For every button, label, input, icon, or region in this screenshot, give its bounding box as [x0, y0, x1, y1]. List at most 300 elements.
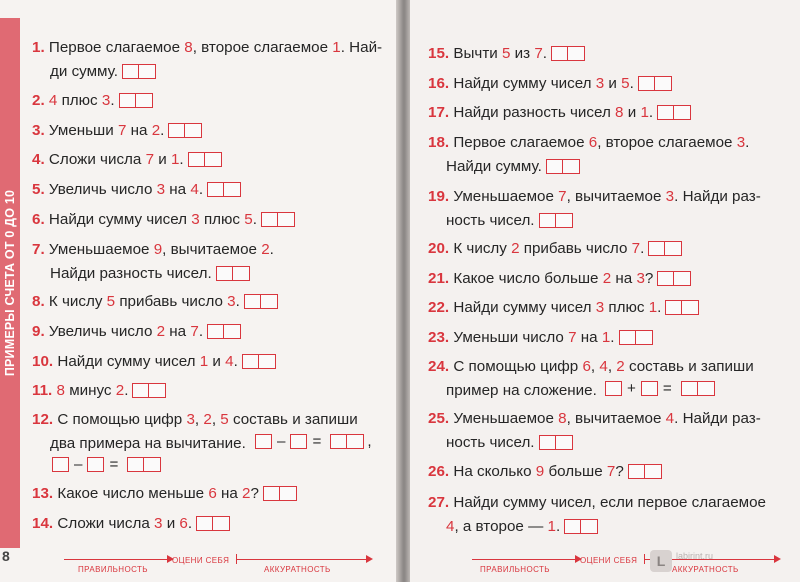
highlighted-number: 2 — [261, 241, 270, 258]
minus-sign: – — [74, 456, 83, 473]
watermark-text: labirint.ru — [676, 551, 714, 561]
problem-text: . — [252, 211, 257, 228]
problem-text: и — [154, 151, 171, 168]
problem-text: ность чисел. — [446, 434, 535, 451]
problem-line — [32, 381, 166, 400]
highlighted-number: 4 — [446, 518, 455, 535]
problem-text: и — [604, 75, 622, 92]
answer-cell-ones[interactable] — [682, 300, 699, 315]
answer-box[interactable] — [665, 300, 699, 315]
problem-number: 10. — [32, 353, 54, 370]
answer-cell-tens[interactable] — [546, 159, 563, 174]
problem-number: 17. — [428, 104, 450, 121]
problem-number: 4. — [32, 151, 45, 168]
answer-cell-ones[interactable] — [636, 330, 653, 345]
problem-number: 18. — [428, 134, 450, 151]
problem-text: Уменьшаемое — [453, 410, 559, 427]
problem-text: , вычитаемое — [566, 410, 666, 427]
rate-yourself-label: ОЦЕНИ СЕБЯ — [580, 556, 638, 565]
problem-text: . Найди раз- — [674, 188, 761, 205]
highlighted-number: 8 — [558, 410, 567, 427]
problem-text: . — [198, 323, 204, 340]
highlighted-number: 4 — [48, 92, 58, 109]
answer-cell-tens[interactable] — [207, 324, 224, 339]
left-self-assessment — [64, 553, 374, 579]
answer-cell-ones[interactable] — [185, 123, 202, 138]
problem-text: на — [576, 329, 602, 346]
equals-sign: = — [662, 380, 672, 397]
problem-text: . — [124, 382, 129, 399]
answer-cell-tens[interactable] — [244, 294, 261, 309]
problem-line — [32, 292, 278, 311]
problem-text: плюс — [57, 92, 102, 109]
highlighted-number: 7 — [631, 240, 641, 257]
plus-sign: + — [627, 380, 636, 397]
problem-line — [428, 357, 754, 376]
answer-cell-tens[interactable] — [619, 330, 636, 345]
problem-number: 23. — [428, 329, 450, 346]
highlighted-number: 6 — [208, 485, 217, 502]
answer-box[interactable] — [207, 324, 241, 339]
problem-text: . — [187, 515, 193, 532]
problem-text: , вычитаемое — [566, 188, 666, 205]
highlighted-number: 5 — [621, 75, 630, 92]
problem-text: Первое слагаемое — [48, 39, 185, 56]
accuracy-label: ПРАВИЛЬНОСТЬ — [78, 565, 148, 574]
problem-number: 27. — [428, 494, 450, 511]
problem-line — [428, 493, 766, 512]
highlighted-number: 2 — [151, 122, 161, 139]
highlighted-number: 8 — [615, 104, 624, 121]
highlighted-number: 2 — [602, 270, 612, 287]
problem-line — [50, 264, 250, 283]
answer-box[interactable] — [619, 330, 653, 345]
problem-line — [32, 240, 274, 259]
highlighted-number: 2 — [511, 240, 520, 257]
answer-cell-ones[interactable] — [280, 486, 297, 501]
problem-line — [32, 150, 222, 169]
addition-equation — [605, 380, 715, 397]
answer-cell-tens[interactable] — [628, 464, 645, 479]
answer-cell-ones[interactable] — [224, 182, 241, 197]
answer-box[interactable] — [127, 457, 161, 472]
problem-line — [428, 298, 699, 317]
answer-box[interactable] — [657, 271, 691, 286]
problem-number: 15. — [428, 45, 450, 62]
answer-cell-tens[interactable] — [242, 354, 259, 369]
problem-text: на — [216, 485, 243, 502]
problem-text: , второе слагаемое — [597, 134, 737, 151]
problem-text: ? — [615, 463, 624, 480]
problem-text: Уменьши — [48, 122, 118, 139]
problem-text: Найди сумму чисел — [453, 299, 596, 316]
answer-cell-ones[interactable] — [556, 435, 573, 450]
answer-cell-ones[interactable] — [556, 213, 573, 228]
highlighted-number: 2 — [156, 323, 166, 340]
highlighted-number: 5 — [220, 411, 229, 428]
problem-text: Найди разность чисел. — [50, 265, 212, 282]
problem-line — [446, 433, 573, 452]
highlighted-number: 1 — [601, 329, 611, 346]
problem-line — [428, 44, 585, 63]
problem-line — [428, 239, 682, 258]
neatness-label: АККУРАТНОСТЬ — [264, 565, 331, 574]
neatness-label: АККУРАТНОСТЬ — [672, 565, 739, 574]
problem-line — [50, 62, 156, 81]
answer-box[interactable] — [119, 93, 153, 108]
problem-text: , — [211, 411, 221, 428]
problem-text: Найди сумму чисел — [48, 211, 192, 228]
highlighted-number: 7 — [568, 329, 577, 346]
problem-text: К числу — [48, 293, 107, 310]
answer-cell-ones[interactable] — [233, 266, 250, 281]
answer-box[interactable] — [244, 294, 278, 309]
problem-text: и — [162, 515, 180, 532]
operand-box[interactable] — [605, 381, 622, 396]
spine-title: ПРИМЕРЫ СЧЕТА ОТ 0 ДО 10 — [3, 189, 17, 377]
comma: , — [367, 433, 372, 450]
problem-text: Сложи числа — [48, 151, 146, 168]
operand-box[interactable] — [290, 434, 307, 449]
problem-line — [32, 121, 202, 140]
problem-text: Увеличь число — [48, 181, 157, 198]
problem-text: на — [165, 323, 191, 340]
answer-box[interactable] — [132, 383, 166, 398]
problem-text: составь и запиши — [228, 411, 358, 428]
right-page — [410, 0, 800, 582]
problem-text: Найди сумму. — [446, 158, 542, 175]
answer-cell-tens[interactable] — [122, 64, 139, 79]
answer-cell-ones[interactable] — [568, 46, 585, 61]
accuracy-label: ПРАВИЛЬНОСТЬ — [480, 565, 550, 574]
answer-cell-ones[interactable] — [213, 516, 230, 531]
problem-text: . — [657, 299, 662, 316]
answer-cell-ones[interactable] — [139, 64, 156, 79]
answer-cell-ones[interactable] — [136, 93, 153, 108]
problem-number: 2. — [32, 92, 45, 109]
problem-text: ди сумму. — [50, 63, 118, 80]
answer-cell-tens[interactable] — [657, 271, 674, 286]
answer-cell-tens[interactable] — [261, 212, 278, 227]
highlighted-number: 4 — [190, 181, 199, 198]
answer-cell-tens[interactable] — [551, 46, 568, 61]
highlighted-number: 7 — [558, 188, 567, 205]
operand-box[interactable] — [87, 457, 104, 472]
problem-text: Найди сумму чисел — [453, 75, 596, 92]
highlighted-number: 5 — [244, 211, 253, 228]
answer-box[interactable] — [546, 159, 580, 174]
answer-cell-tens[interactable] — [665, 300, 682, 315]
answer-box[interactable] — [551, 46, 585, 61]
problem-line — [32, 352, 276, 371]
problem-text: С помощью цифр — [453, 358, 583, 375]
problem-line — [428, 328, 653, 347]
problem-text: прибавь число — [519, 240, 632, 257]
highlighted-number: 2 — [616, 358, 625, 375]
problem-text: Уменьши число — [453, 329, 569, 346]
problem-text: Какое число больше — [453, 270, 603, 287]
highlighted-number: 9 — [153, 241, 163, 258]
highlighted-number: 3 — [665, 188, 675, 205]
answer-cell-ones[interactable] — [581, 519, 598, 534]
answer-cell-tens[interactable] — [188, 152, 205, 167]
answer-cell-tens[interactable] — [564, 519, 581, 534]
problem-text: составь и запиши — [624, 358, 754, 375]
page-number: 8 — [2, 548, 10, 564]
problem-text: прибавь число — [115, 293, 228, 310]
answer-box[interactable] — [638, 76, 672, 91]
problem-text: Найди сумму чисел — [57, 353, 200, 370]
highlighted-number: 1 — [640, 104, 649, 121]
highlighted-number: 1 — [199, 353, 209, 370]
left-page — [0, 0, 398, 582]
answer-box[interactable] — [539, 213, 573, 228]
answer-box[interactable] — [216, 266, 250, 281]
problem-text: . — [555, 518, 561, 535]
answer-cell-tens[interactable] — [127, 457, 144, 472]
highlighted-number: 3 — [595, 75, 605, 92]
answer-box[interactable] — [681, 381, 715, 396]
highlighted-number: 7 — [145, 151, 155, 168]
highlighted-number: 2 — [115, 382, 125, 399]
rate-yourself-label: ОЦЕНИ СЕБЯ — [172, 556, 230, 565]
highlighted-number: 6 — [582, 358, 591, 375]
problem-text: и — [208, 353, 226, 370]
highlighted-number: 7 — [534, 45, 543, 62]
highlighted-number: 3 — [227, 293, 236, 310]
highlighted-number: 2 — [203, 411, 212, 428]
problem-line — [32, 322, 241, 341]
answer-cell-tens[interactable] — [216, 266, 233, 281]
problem-text: , — [607, 358, 617, 375]
problem-text: . — [110, 92, 115, 109]
problem-text: больше — [544, 463, 607, 480]
problem-number: 7. — [32, 241, 45, 258]
highlighted-number: 5 — [106, 293, 116, 310]
answer-cell-tens[interactable] — [681, 381, 698, 396]
problem-text: , вычитаемое — [162, 241, 262, 258]
equals-sign: = — [109, 456, 119, 473]
answer-cell-tens[interactable] — [539, 213, 556, 228]
highlighted-number: 3 — [636, 270, 645, 287]
answer-box[interactable] — [539, 435, 573, 450]
problem-line — [32, 410, 358, 429]
problem-text: . Найди раз- — [674, 410, 761, 427]
arrow-icon — [366, 555, 373, 563]
problem-text: . — [640, 240, 645, 257]
operand-box[interactable] — [641, 381, 658, 396]
answer-cell-ones[interactable] — [261, 294, 278, 309]
problem-line — [428, 409, 761, 428]
problem-line — [446, 211, 573, 230]
problem-text: Увеличь число — [48, 323, 157, 340]
answer-cell-ones[interactable] — [224, 324, 241, 339]
highlighted-number: 3 — [154, 515, 163, 532]
answer-cell-tens[interactable] — [132, 383, 149, 398]
answer-box[interactable] — [628, 464, 662, 479]
problem-text: . — [648, 104, 654, 121]
answer-cell-ones[interactable] — [674, 271, 691, 286]
problem-text: С помощью цифр — [57, 411, 187, 428]
problem-text: , а второе — — [454, 518, 548, 535]
problem-text: . — [610, 329, 615, 346]
problem-text: . — [179, 151, 184, 168]
problem-line — [32, 210, 295, 229]
highlighted-number: 7 — [606, 463, 616, 480]
highlighted-number: 8 — [56, 382, 65, 399]
answer-cell-ones[interactable] — [278, 212, 295, 227]
problem-text: и — [623, 104, 641, 121]
problem-text: Сложи числа — [57, 515, 155, 532]
answer-box[interactable] — [122, 64, 156, 79]
arrow-icon — [774, 555, 781, 563]
answer-box[interactable] — [330, 434, 364, 449]
problem-text: . — [160, 122, 165, 139]
problem-line — [428, 103, 691, 122]
highlighted-number: 7 — [117, 122, 127, 139]
problem-text: на — [126, 122, 152, 139]
highlighted-number: 1 — [547, 518, 556, 535]
answer-cell-tens[interactable] — [539, 435, 556, 450]
problem-number: 9. — [32, 323, 45, 340]
problem-number: 20. — [428, 240, 450, 257]
answer-cell-tens[interactable] — [638, 76, 655, 91]
problem-line — [32, 514, 230, 533]
highlighted-number: 3 — [186, 411, 195, 428]
problem-line — [428, 462, 662, 481]
right-self-assessment — [472, 553, 782, 579]
problem-text: . — [233, 353, 238, 370]
problem-line — [32, 484, 297, 503]
answer-box[interactable] — [648, 241, 682, 256]
problem-line — [32, 38, 382, 57]
highlighted-number: 6 — [588, 134, 598, 151]
problem-line — [446, 381, 597, 400]
highlighted-number: 3 — [191, 211, 200, 228]
problem-line — [428, 187, 761, 206]
problem-text: ? — [644, 270, 654, 287]
problem-number: 25. — [428, 410, 450, 427]
problem-line — [428, 269, 691, 288]
problem-number: 19. — [428, 188, 450, 205]
operand-box[interactable] — [52, 457, 69, 472]
answer-cell-tens[interactable] — [330, 434, 347, 449]
problem-text: Найди разность чисел — [453, 104, 616, 121]
problem-text: . Най- — [340, 39, 383, 56]
problem-text: , второе слагаемое — [192, 39, 333, 56]
problem-number: 3. — [32, 122, 45, 139]
problem-text: Уменьшаемое — [453, 188, 559, 205]
highlighted-number: 3 — [595, 299, 605, 316]
problem-text: На сколько — [453, 463, 536, 480]
problem-line — [446, 517, 598, 536]
highlighted-number: 1 — [170, 151, 180, 168]
problem-text: минус — [64, 382, 116, 399]
answer-box[interactable] — [564, 519, 598, 534]
answer-cell-ones[interactable] — [149, 383, 166, 398]
minus-sign: – — [277, 433, 286, 450]
highlighted-number: 1 — [332, 39, 341, 56]
highlighted-number: 3 — [156, 181, 166, 198]
highlighted-number: 2 — [242, 485, 251, 502]
answer-box[interactable] — [168, 123, 202, 138]
answer-cell-ones[interactable] — [674, 105, 691, 120]
answer-box[interactable] — [242, 354, 276, 369]
answer-cell-ones[interactable] — [655, 76, 672, 91]
problem-text: . — [629, 75, 634, 92]
problem-line — [50, 434, 246, 453]
answer-box[interactable] — [263, 486, 297, 501]
problem-text: . — [269, 241, 274, 258]
subtraction-equation — [52, 456, 161, 473]
problem-number: 14. — [32, 515, 54, 532]
problem-text: из — [510, 45, 535, 62]
operand-box[interactable] — [255, 434, 272, 449]
answer-box[interactable] — [657, 105, 691, 120]
highlighted-number: 3 — [736, 134, 746, 151]
answer-cell-tens[interactable] — [657, 105, 674, 120]
highlighted-number: 3 — [101, 92, 111, 109]
answer-cell-ones[interactable] — [205, 152, 222, 167]
problem-text: плюс — [199, 211, 245, 228]
problem-text: Какое число меньше — [57, 485, 209, 502]
highlighted-number: 4 — [665, 410, 675, 427]
problem-line — [446, 157, 580, 176]
answer-cell-ones[interactable] — [563, 159, 580, 174]
problem-text: на — [611, 270, 637, 287]
answer-box[interactable] — [188, 152, 222, 167]
problem-text: пример на сложение. — [446, 382, 597, 399]
answer-cell-tens[interactable] — [648, 241, 665, 256]
answer-cell-tens[interactable] — [207, 182, 224, 197]
highlighted-number: 4 — [599, 358, 608, 375]
answer-cell-ones[interactable] — [347, 434, 364, 449]
highlighted-number: 6 — [179, 515, 188, 532]
answer-cell-ones[interactable] — [144, 457, 161, 472]
problem-line — [428, 74, 672, 93]
problem-number: 24. — [428, 358, 450, 375]
answer-box[interactable] — [196, 516, 230, 531]
answer-box[interactable] — [207, 182, 241, 197]
problem-number: 8. — [32, 293, 45, 310]
highlighted-number: 4 — [225, 353, 234, 370]
problem-number: 22. — [428, 299, 450, 316]
answer-cell-tens[interactable] — [168, 123, 185, 138]
problem-text: Первое слагаемое — [453, 134, 589, 151]
problem-number: 12. — [32, 411, 54, 428]
problem-text: . — [235, 293, 240, 310]
answer-cell-tens[interactable] — [196, 516, 213, 531]
answer-cell-ones[interactable] — [665, 241, 682, 256]
answer-cell-tens[interactable] — [119, 93, 136, 108]
problem-number: 26. — [428, 463, 450, 480]
problem-text: на — [165, 181, 191, 198]
problem-text: . — [745, 134, 750, 151]
answer-cell-ones[interactable] — [259, 354, 276, 369]
answer-cell-ones[interactable] — [698, 381, 715, 396]
problem-text: Вычти — [453, 45, 502, 62]
answer-cell-ones[interactable] — [645, 464, 662, 479]
problem-text: . — [542, 45, 548, 62]
problem-number: 13. — [32, 485, 54, 502]
labirint-logo-icon: L — [650, 550, 672, 572]
problem-number: 1. — [32, 39, 45, 56]
answer-cell-tens[interactable] — [263, 486, 280, 501]
problem-text: . — [198, 181, 204, 198]
problem-text: два примера на вычитание. — [50, 435, 246, 452]
problem-number: 21. — [428, 270, 450, 287]
answer-box[interactable] — [261, 212, 295, 227]
